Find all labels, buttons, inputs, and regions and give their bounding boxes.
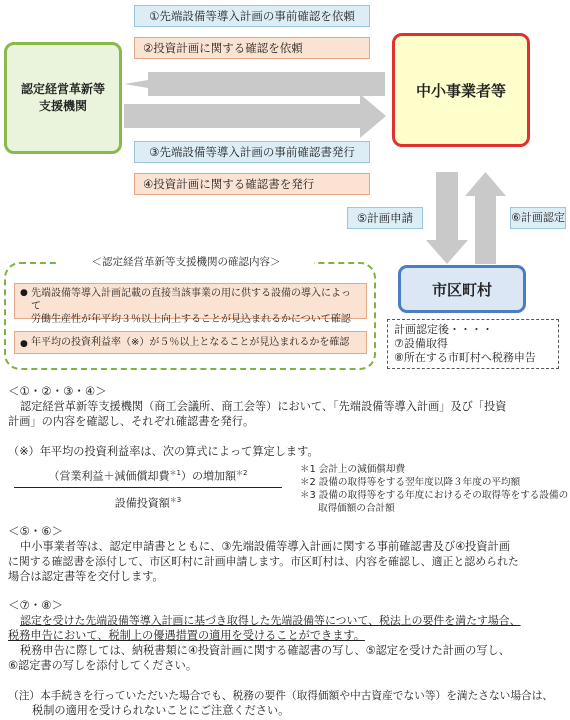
section-3-line1: 認定を受けた先端設備等導入計画に基づき取得した先端設備等について、税法上の要件を満たす場合、 <box>20 614 521 627</box>
numerator-part1: （営業利益＋減価償却費 <box>48 469 170 483</box>
section-1-line1: 認定経営革新等支援機関（商工会議所、商工会等）において、「先端設備等導入計画」及び「投資 <box>20 400 507 413</box>
confirm-item-2 <box>14 331 367 354</box>
support-agency-node <box>4 42 122 154</box>
step-2-label: ②投資計画に関する確認を依頼 <box>134 37 370 59</box>
arrow-to-sme <box>124 94 386 138</box>
support-agency-line1: 認定経営革新等 <box>20 82 105 96</box>
step-6-label: ⑥計画認定 <box>510 207 566 229</box>
denominator-text: 設備投資額 <box>114 496 170 510</box>
after-note-line2: ⑦設備取得 <box>394 337 448 350</box>
footnote-3-line2: 取得価額の合計額 <box>318 503 395 514</box>
section-1-line2: 計画」の内容を確認し、それぞれ確認書を発行。 <box>8 415 255 428</box>
step-1-label: ①先端設備等導入計画の事前確認を依頼 <box>134 5 370 27</box>
section-2-line1: 中小事業者等は、認定申請書とともに、③先端設備等導入計画に関する事前確認書及び④投資計画 <box>20 540 510 553</box>
section-2-heading: ＜⑤・⑥＞ <box>8 524 64 538</box>
confirm-item-1-line2: 労働生産性が年平均３％以上向上することが見込まれるかについて確認 <box>31 314 351 325</box>
bullet-icon: ● <box>20 339 28 349</box>
step-4-label: ④投資計画に関する確認書を発行 <box>134 173 370 195</box>
sme-node <box>392 33 530 147</box>
fraction-bar <box>14 487 282 488</box>
arrow-to-sme-up <box>465 172 506 264</box>
footnote-1: ＊1 会計上の減価償却費 <box>300 464 406 475</box>
step-5-label: ⑤計画申請 <box>347 207 423 229</box>
confirm-item-1-line1: 先端設備等導入計画記載の直接当該事業の用に供する設備の導入によって <box>31 288 351 312</box>
denominator-sup: ＊3 <box>169 496 182 504</box>
caution-note-line1: （注）本手続きを行っていただいた場合でも、税務の要件（取得価額や中古資産でない等）を満たさない場合は、 <box>8 689 554 702</box>
footnote-3-line1: ＊3 設備の取得等をする年度におけるその取得等をする設備の <box>300 490 569 501</box>
confirm-item-1 <box>14 283 367 325</box>
after-note-line3: ⑧所在する市町村へ税務申告 <box>394 351 536 364</box>
section-3-line3: 税務申告に際しては、納税書類に④投資計画に関する確認書の写し、⑤認定を受けた計画の写し、 <box>20 644 510 657</box>
after-certification-note <box>387 319 559 369</box>
city-node <box>398 265 526 313</box>
arrow-to-support <box>124 72 385 96</box>
section-2-line3: 場合は認定書等を交付します。 <box>8 570 164 583</box>
arrow-to-city <box>426 172 468 264</box>
caution-note-line2: 税制の適用を受けられないことにご注意ください。 <box>32 704 290 717</box>
confirm-contents-title: ＜認定経営革新等支援機関の確認内容＞ <box>58 255 314 269</box>
confirm-item-2-text: 年平均の投資利益率（※）が５％以上となることが見込まれるかを確認 <box>31 337 350 348</box>
formula-numerator <box>22 466 274 484</box>
numerator-sup2: ＊2 <box>236 469 248 477</box>
formula-intro: （※）年平均の投資利益率は、次の算式によって算定します。 <box>8 445 319 458</box>
numerator-sup1: ＊1 <box>169 469 181 477</box>
city-label: 市区町村 <box>431 280 492 299</box>
section-2-line2: に関する確認書を添付して、市区町村に計画申請します。市区町村は、内容を確認し、適正と認められた <box>8 555 519 568</box>
step-3-label: ③先端設備等導入計画の事前確認書発行 <box>134 141 370 163</box>
section-3-heading: ＜⑦・⑧＞ <box>8 598 64 612</box>
sme-label: 中小事業者等 <box>415 81 506 100</box>
section-1-heading: ＜①・②・③・④＞ <box>8 384 107 398</box>
support-agency-line2: 支援機関 <box>38 99 87 113</box>
footnote-2: ＊2 設備の取得等をする翌年度以降３年度の平均額 <box>300 477 521 488</box>
numerator-part2: ）の増加額 <box>181 469 236 483</box>
section-3-line2: 税務申告において、税制上の優遇措置の適用を受けることができます。 <box>8 629 365 642</box>
section-3-line4: ⑥認定書の写しを添付してください。 <box>8 659 198 672</box>
after-note-line1: 計画認定後・・・・ <box>394 323 493 336</box>
formula-denominator <box>22 493 274 511</box>
bullet-icon: ● <box>20 288 28 298</box>
